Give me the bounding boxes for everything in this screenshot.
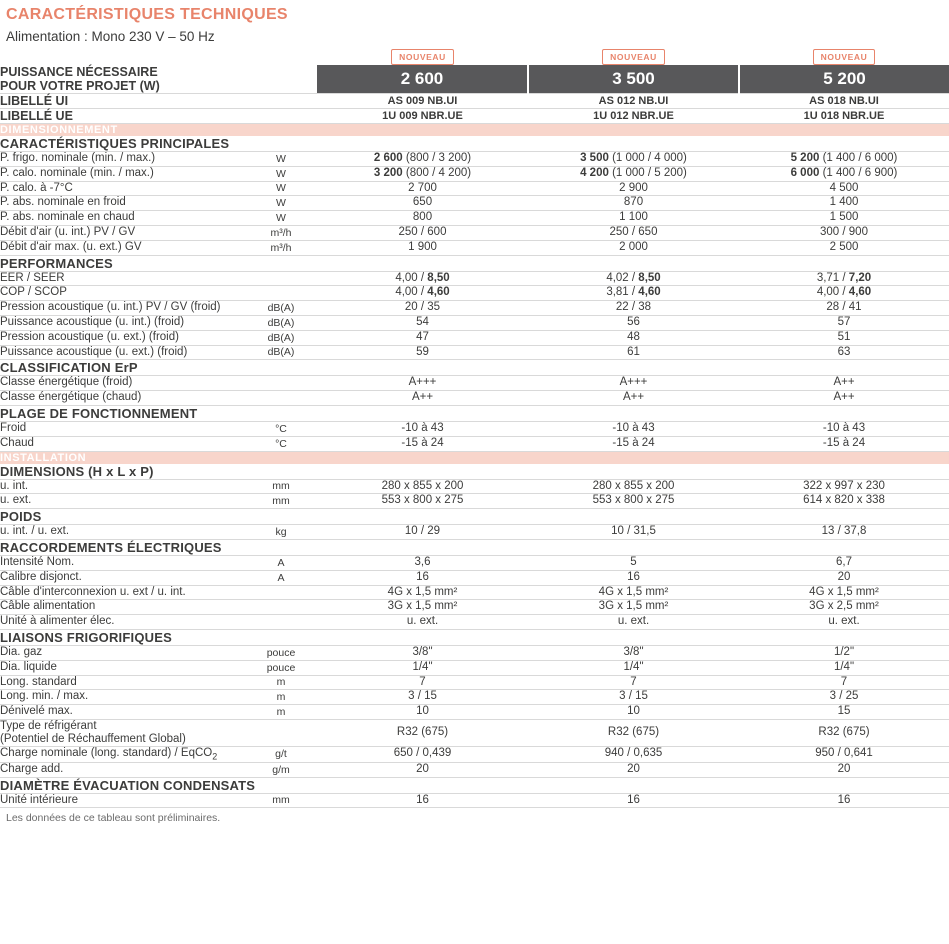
section-performances bbox=[0, 255, 949, 271]
row-value-second: 4,60 bbox=[638, 286, 661, 299]
table-row bbox=[0, 719, 949, 746]
row-value-1: 1/4" bbox=[317, 660, 528, 675]
row-unit: m³/h bbox=[245, 240, 317, 255]
row-value-3: 57 bbox=[739, 315, 949, 330]
row-value-first: 3,81 bbox=[606, 286, 629, 299]
table-row bbox=[0, 675, 949, 690]
row-label: Chaud bbox=[0, 436, 245, 451]
row-value-2: 48 bbox=[528, 330, 739, 345]
row-unit: W bbox=[245, 196, 317, 211]
row-unit: dB(A) bbox=[245, 315, 317, 330]
row-label: Pression acoustique (u. ext.) (froid) bbox=[0, 330, 245, 345]
table-row bbox=[0, 494, 949, 509]
row-value-2: A+++ bbox=[528, 376, 739, 391]
row-label: Classe énergétique (froid) bbox=[0, 376, 245, 391]
row-value-3: -10 à 43 bbox=[739, 421, 949, 436]
row-label: Câble d'interconnexion u. ext / u. int. bbox=[0, 585, 245, 600]
row-value-1: 553 x 800 x 275 bbox=[317, 494, 528, 509]
row-value-2: 940 / 0,635 bbox=[528, 746, 739, 762]
new-badge: NOUVEAU bbox=[602, 49, 665, 65]
row-unit: W bbox=[245, 152, 317, 167]
badge-spacer-unit bbox=[245, 47, 317, 65]
row-label: P. frigo. nominale (min. / max.) bbox=[0, 152, 245, 167]
section-poids bbox=[0, 509, 949, 525]
row-value-1: 800 bbox=[317, 211, 528, 226]
libelle-ui-value-1: AS 009 NB.UI bbox=[317, 94, 528, 109]
row-value-1: 10 / 29 bbox=[317, 525, 528, 540]
row-unit: pouce bbox=[245, 645, 317, 660]
section-poids-label: POIDS bbox=[0, 509, 949, 525]
libelle-ue-unit bbox=[245, 109, 317, 124]
libelle-ue-value-2: 1U 012 NBR.UE bbox=[528, 109, 739, 124]
row-unit bbox=[245, 615, 317, 630]
row-value-2: 4G x 1,5 mm² bbox=[528, 585, 739, 600]
table-row bbox=[0, 271, 949, 286]
row-value-3: -15 à 24 bbox=[739, 436, 949, 451]
row-value-second: 4,60 bbox=[848, 286, 872, 299]
row-value-3: 13 / 37,8 bbox=[739, 525, 949, 540]
row-value-1: -10 à 43 bbox=[317, 421, 528, 436]
model-name-3: 5 200 bbox=[739, 65, 949, 94]
row-value-2: R32 (675) bbox=[528, 719, 739, 746]
table-row bbox=[0, 555, 949, 570]
libelle-ui-value-2: AS 012 NB.UI bbox=[528, 94, 739, 109]
row-value-3: 4,00 / 4,60 bbox=[739, 286, 949, 301]
row-value-bold: 2 600 bbox=[373, 152, 403, 164]
row-value-3: 950 / 0,641 bbox=[739, 746, 949, 762]
row-value-2: 1/4" bbox=[528, 660, 739, 675]
row-value-1: 54 bbox=[317, 315, 528, 330]
model-name-2: 3 500 bbox=[528, 65, 739, 94]
row-value-1: 1 900 bbox=[317, 240, 528, 255]
row-value-1: 20 bbox=[317, 762, 528, 777]
row-value-1: 16 bbox=[317, 570, 528, 585]
row-value-3: 20 bbox=[739, 762, 949, 777]
row-value-2: 3G x 1,5 mm² bbox=[528, 600, 739, 615]
row-unit: mm bbox=[245, 479, 317, 494]
row-value-2: 3/8" bbox=[528, 645, 739, 660]
row-unit: °C bbox=[245, 421, 317, 436]
row-label-line2: (Potentiel de Réchauffement Global) bbox=[0, 732, 186, 745]
table-row bbox=[0, 600, 949, 615]
table-row bbox=[0, 660, 949, 675]
table-row bbox=[0, 479, 949, 494]
row-value-2: -15 à 24 bbox=[528, 436, 739, 451]
row-value-second: 8,50 bbox=[427, 271, 450, 284]
row-unit: W bbox=[245, 181, 317, 196]
libelle-ui-value-3: AS 018 NB.UI bbox=[739, 94, 949, 109]
row-label bbox=[0, 746, 245, 762]
row-unit bbox=[245, 600, 317, 615]
row-value-first: 4,00 bbox=[816, 286, 840, 299]
section-liaisons bbox=[0, 629, 949, 645]
row-value-3: 51 bbox=[739, 330, 949, 345]
row-value-3: 15 bbox=[739, 705, 949, 720]
section-performances-label: PERFORMANCES bbox=[0, 255, 949, 271]
row-label: P. calo. nominale (min. / max.) bbox=[0, 166, 245, 181]
section-raccordements-label: RACCORDEMENTS ÉLECTRIQUES bbox=[0, 539, 949, 555]
table-row bbox=[0, 793, 949, 808]
libelle-ui-label: LIBELLÉ UI bbox=[0, 94, 245, 109]
row-label: Froid bbox=[0, 421, 245, 436]
row-value-3: 6,7 bbox=[739, 555, 949, 570]
row-value-3 bbox=[739, 152, 949, 167]
row-label: Long. min. / max. bbox=[0, 690, 245, 705]
table-row bbox=[0, 315, 949, 330]
new-badge: NOUVEAU bbox=[813, 49, 876, 65]
row-value-2: 3,81 / 4,60 bbox=[528, 286, 739, 301]
row-value-2: 10 bbox=[528, 705, 739, 720]
row-value-bold: 4 200 bbox=[580, 166, 609, 179]
row-unit bbox=[245, 376, 317, 391]
row-label: Dia. liquide bbox=[0, 660, 245, 675]
row-value-1: 4,00 / 4,60 bbox=[317, 286, 528, 301]
row-value-3: 63 bbox=[739, 345, 949, 360]
table-row bbox=[0, 376, 949, 391]
row-value-3: R32 (675) bbox=[739, 719, 949, 746]
section-condensats bbox=[0, 777, 949, 793]
table-row bbox=[0, 746, 949, 762]
row-label: COP / SCOP bbox=[0, 286, 245, 301]
table-row bbox=[0, 762, 949, 777]
row-unit: m bbox=[245, 705, 317, 720]
row-value-bold: 5 200 bbox=[790, 152, 820, 164]
row-unit bbox=[245, 286, 317, 301]
row-unit bbox=[245, 719, 317, 746]
row-label: Débit d'air (u. int.) PV / GV bbox=[0, 225, 245, 240]
row-value-1: 10 bbox=[317, 705, 528, 720]
row-unit: dB(A) bbox=[245, 345, 317, 360]
table-row bbox=[0, 286, 949, 301]
table-row bbox=[0, 645, 949, 660]
table-row bbox=[0, 585, 949, 600]
libelle-ue-value-1: 1U 009 NBR.UE bbox=[317, 109, 528, 124]
row-value-rest: (800 / 3 200) bbox=[405, 152, 472, 164]
row-value-2: 7 bbox=[528, 675, 739, 690]
row-value-1: 16 bbox=[317, 793, 528, 808]
row-label-text: Charge nominale (long. standard) / EqCO bbox=[0, 746, 213, 759]
row-value-2: 20 bbox=[528, 762, 739, 777]
row-value-2: 2 900 bbox=[528, 181, 739, 196]
row-value-3: 3,71 / 7,20 bbox=[739, 271, 949, 286]
row-label: P. abs. nominale en chaud bbox=[0, 211, 245, 226]
row-value-1: 650 / 0,439 bbox=[317, 746, 528, 762]
row-label: Puissance acoustique (u. int.) (froid) bbox=[0, 315, 245, 330]
band-dimensionnement bbox=[0, 124, 949, 137]
model-header-row bbox=[0, 65, 949, 94]
badges-row bbox=[0, 47, 949, 65]
row-unit: kg bbox=[245, 525, 317, 540]
section-caracteristiques bbox=[0, 136, 949, 152]
row-value-1: 20 / 35 bbox=[317, 301, 528, 316]
table-row bbox=[0, 391, 949, 406]
libelle-ue-label: LIBELLÉ UE bbox=[0, 109, 245, 124]
row-label: Dénivelé max. bbox=[0, 705, 245, 720]
page-title: CARACTÉRISTIQUES TECHNIQUES bbox=[6, 6, 288, 23]
row-value-3: 4 500 bbox=[739, 181, 949, 196]
row-label: Pression acoustique (u. int.) PV / GV (froid) bbox=[0, 301, 245, 316]
row-value-2: 61 bbox=[528, 345, 739, 360]
section-condensats-label: DIAMÈTRE ÉVACUATION CONDENSATS bbox=[0, 777, 949, 793]
row-label: u. ext. bbox=[0, 494, 245, 509]
row-value-1: 650 bbox=[317, 196, 528, 211]
row-unit: °C bbox=[245, 436, 317, 451]
table-row bbox=[0, 345, 949, 360]
badge-spacer bbox=[0, 47, 245, 65]
row-value-2: u. ext. bbox=[528, 615, 739, 630]
libelle-ui-unit bbox=[245, 94, 317, 109]
table-row bbox=[0, 152, 949, 167]
row-value-2: 250 / 650 bbox=[528, 225, 739, 240]
section-dimensions-label: DIMENSIONS (H x L x P) bbox=[0, 464, 949, 480]
row-value-3: 1 500 bbox=[739, 211, 949, 226]
libelle-ue-value-3: 1U 018 NBR.UE bbox=[739, 109, 949, 124]
row-unit: mm bbox=[245, 793, 317, 808]
row-value-3: 16 bbox=[739, 793, 949, 808]
row-libelle-ue bbox=[0, 109, 949, 124]
row-value-1: A+++ bbox=[317, 376, 528, 391]
row-unit: dB(A) bbox=[245, 330, 317, 345]
row-unit: m bbox=[245, 690, 317, 705]
row-value-3: 614 x 820 x 338 bbox=[739, 494, 949, 509]
band-installation-label: INSTALLATION bbox=[0, 451, 949, 464]
row-label bbox=[0, 719, 245, 746]
row-value-1: 250 / 600 bbox=[317, 225, 528, 240]
row-value-bold: 6 000 bbox=[790, 166, 820, 179]
row-label: Dia. gaz bbox=[0, 645, 245, 660]
band-installation bbox=[0, 451, 949, 464]
row-value-2: 280 x 855 x 200 bbox=[528, 479, 739, 494]
row-value-3: 4G x 1,5 mm² bbox=[739, 585, 949, 600]
row-unit: dB(A) bbox=[245, 301, 317, 316]
row-value-2: 10 / 31,5 bbox=[528, 525, 739, 540]
table-row bbox=[0, 301, 949, 316]
row-value-first: 4,02 bbox=[606, 271, 629, 284]
specifications-table bbox=[0, 47, 949, 808]
row-label: Classe énergétique (chaud) bbox=[0, 391, 245, 406]
table-row bbox=[0, 181, 949, 196]
row-value-rest: (800 / 4 200) bbox=[405, 166, 472, 179]
row-value-1: 3G x 1,5 mm² bbox=[317, 600, 528, 615]
table-row bbox=[0, 421, 949, 436]
table-row bbox=[0, 436, 949, 451]
row-value-3: 1/2" bbox=[739, 645, 949, 660]
row-unit: A bbox=[245, 570, 317, 585]
row-value-2: 16 bbox=[528, 570, 739, 585]
new-badge: NOUVEAU bbox=[391, 49, 454, 65]
section-classification-label: CLASSIFICATION ErP bbox=[0, 360, 949, 376]
row-value-2: 553 x 800 x 275 bbox=[528, 494, 739, 509]
row-value-2: 870 bbox=[528, 196, 739, 211]
row-value-1: 4G x 1,5 mm² bbox=[317, 585, 528, 600]
row-value-3: u. ext. bbox=[739, 615, 949, 630]
row-value-rest: (1 000 / 5 200) bbox=[612, 166, 687, 179]
row-unit: A bbox=[245, 555, 317, 570]
section-raccordements bbox=[0, 539, 949, 555]
row-value-1 bbox=[317, 152, 528, 167]
band-dimensionnement-label: DIMENSIONNEMENT bbox=[0, 124, 949, 137]
row-unit: W bbox=[245, 166, 317, 181]
row-value-1: 4,00 / 8,50 bbox=[317, 271, 528, 286]
row-label: Charge add. bbox=[0, 762, 245, 777]
row-value-1: 2 700 bbox=[317, 181, 528, 196]
row-value-2: A++ bbox=[528, 391, 739, 406]
row-value-second: 4,60 bbox=[427, 286, 450, 299]
row-value-1: 3 / 15 bbox=[317, 690, 528, 705]
row-value-2: 2 000 bbox=[528, 240, 739, 255]
table-row bbox=[0, 705, 949, 720]
section-dimensions bbox=[0, 464, 949, 480]
table-row bbox=[0, 166, 949, 181]
row-value-2: 3 / 15 bbox=[528, 690, 739, 705]
row-label bbox=[0, 271, 245, 286]
section-liaisons-label: LIAISONS FRIGORIFIQUES bbox=[0, 629, 949, 645]
row-value-rest: (1 400 / 6 000) bbox=[822, 152, 898, 164]
table-row bbox=[0, 615, 949, 630]
row-value-3: 7 bbox=[739, 675, 949, 690]
table-row bbox=[0, 225, 949, 240]
row-value-2: -10 à 43 bbox=[528, 421, 739, 436]
row-value-3: 300 / 900 bbox=[739, 225, 949, 240]
row-value-first: 3,71 bbox=[816, 271, 840, 284]
row-label: u. int. / u. ext. bbox=[0, 525, 245, 540]
row-value-rest: (1 400 / 6 900) bbox=[822, 166, 898, 179]
footnote: Les données de ce tableau sont préliminaires. bbox=[6, 812, 221, 825]
row-label: u. int. bbox=[0, 479, 245, 494]
row-value-2 bbox=[528, 152, 739, 167]
badge-cell-2 bbox=[528, 47, 739, 65]
row-unit bbox=[245, 585, 317, 600]
row-value-1: R32 (675) bbox=[317, 719, 528, 746]
row-value-1: 59 bbox=[317, 345, 528, 360]
table-row bbox=[0, 690, 949, 705]
power-needed-label-line1: PUISSANCE NÉCESSAIRE bbox=[0, 65, 158, 79]
row-value-3: 3 / 25 bbox=[739, 690, 949, 705]
row-value-first: 4,00 bbox=[395, 286, 418, 299]
row-value-3: A++ bbox=[739, 391, 949, 406]
row-label: Calibre disjonct. bbox=[0, 570, 245, 585]
row-unit: mm bbox=[245, 494, 317, 509]
table-row bbox=[0, 525, 949, 540]
row-value-bold: 3 200 bbox=[373, 166, 403, 179]
model-name-1: 2 600 bbox=[317, 65, 528, 94]
row-value-1: 3,6 bbox=[317, 555, 528, 570]
section-plage-label: PLAGE DE FONCTIONNEMENT bbox=[0, 405, 949, 421]
row-value-1: 47 bbox=[317, 330, 528, 345]
row-value-2: 56 bbox=[528, 315, 739, 330]
table-row bbox=[0, 570, 949, 585]
row-unit: m³/h bbox=[245, 225, 317, 240]
section-caracteristiques-label: CARACTÉRISTIQUES PRINCIPALES bbox=[0, 136, 949, 152]
row-value-1: A++ bbox=[317, 391, 528, 406]
row-value-2: 22 / 38 bbox=[528, 301, 739, 316]
power-needed-label-line2: POUR VOTRE PROJET (W) bbox=[0, 79, 160, 93]
row-value-2: 16 bbox=[528, 793, 739, 808]
row-label: Intensité Nom. bbox=[0, 555, 245, 570]
row-value-2 bbox=[528, 166, 739, 181]
row-unit bbox=[245, 391, 317, 406]
row-value-first: 4,00 bbox=[395, 271, 418, 284]
row-unit: m bbox=[245, 675, 317, 690]
row-value-1 bbox=[317, 166, 528, 181]
row-label-line1: Type de réfrigérant bbox=[0, 719, 97, 732]
row-value-2: 1 100 bbox=[528, 211, 739, 226]
row-unit: pouce bbox=[245, 660, 317, 675]
badge-cell-1 bbox=[317, 47, 528, 65]
power-needed-label bbox=[0, 65, 245, 94]
section-classification bbox=[0, 360, 949, 376]
row-value-second: 7,20 bbox=[848, 271, 872, 284]
row-label: Puissance acoustique (u. ext.) (froid) bbox=[0, 345, 245, 360]
row-label: P. abs. nominale en froid bbox=[0, 196, 245, 211]
row-value-3 bbox=[739, 166, 949, 181]
row-value-3: 28 / 41 bbox=[739, 301, 949, 316]
row-label: P. calo. à -7°C bbox=[0, 181, 245, 196]
row-value-3: 322 x 997 x 230 bbox=[739, 479, 949, 494]
row-value-bold: 3 500 bbox=[580, 152, 609, 164]
model-header-unit-spacer bbox=[245, 65, 317, 94]
row-label-subscript: 2 bbox=[212, 750, 218, 761]
row-value-3: 3G x 2,5 mm² bbox=[739, 600, 949, 615]
power-supply-line: Alimentation : Mono 230 V – 50 Hz bbox=[6, 29, 215, 44]
table-row bbox=[0, 196, 949, 211]
table-row bbox=[0, 211, 949, 226]
row-value-2: 5 bbox=[528, 555, 739, 570]
badge-cell-3 bbox=[739, 47, 949, 65]
row-unit: W bbox=[245, 211, 317, 226]
row-value-3: 1 400 bbox=[739, 196, 949, 211]
row-unit bbox=[245, 271, 317, 286]
row-value-1: 7 bbox=[317, 675, 528, 690]
row-value-3: 2 500 bbox=[739, 240, 949, 255]
row-label: Long. standard bbox=[0, 675, 245, 690]
row-value-1: 280 x 855 x 200 bbox=[317, 479, 528, 494]
row-value-second: 8,50 bbox=[638, 271, 661, 284]
row-label: Débit d'air max. (u. ext.) GV bbox=[0, 240, 245, 255]
row-libelle-ui bbox=[0, 94, 949, 109]
row-value-2: 4,02 / 8,50 bbox=[528, 271, 739, 286]
row-label: Unité à alimenter élec. bbox=[0, 615, 245, 630]
row-value-rest: (1 000 / 4 000) bbox=[612, 152, 687, 164]
table-row bbox=[0, 240, 949, 255]
row-value-3: 1/4" bbox=[739, 660, 949, 675]
row-value-1: u. ext. bbox=[317, 615, 528, 630]
row-value-3: 20 bbox=[739, 570, 949, 585]
row-value-1: 3/8" bbox=[317, 645, 528, 660]
row-value-1: -15 à 24 bbox=[317, 436, 528, 451]
row-unit: g/m bbox=[245, 762, 317, 777]
row-value-3: A++ bbox=[739, 376, 949, 391]
table-row bbox=[0, 330, 949, 345]
section-plage bbox=[0, 405, 949, 421]
row-label: Câble alimentation bbox=[0, 600, 245, 615]
row-label: Unité intérieure bbox=[0, 793, 245, 808]
row-label-text: EER / SEER bbox=[0, 271, 65, 284]
row-unit: g/t bbox=[245, 746, 317, 762]
